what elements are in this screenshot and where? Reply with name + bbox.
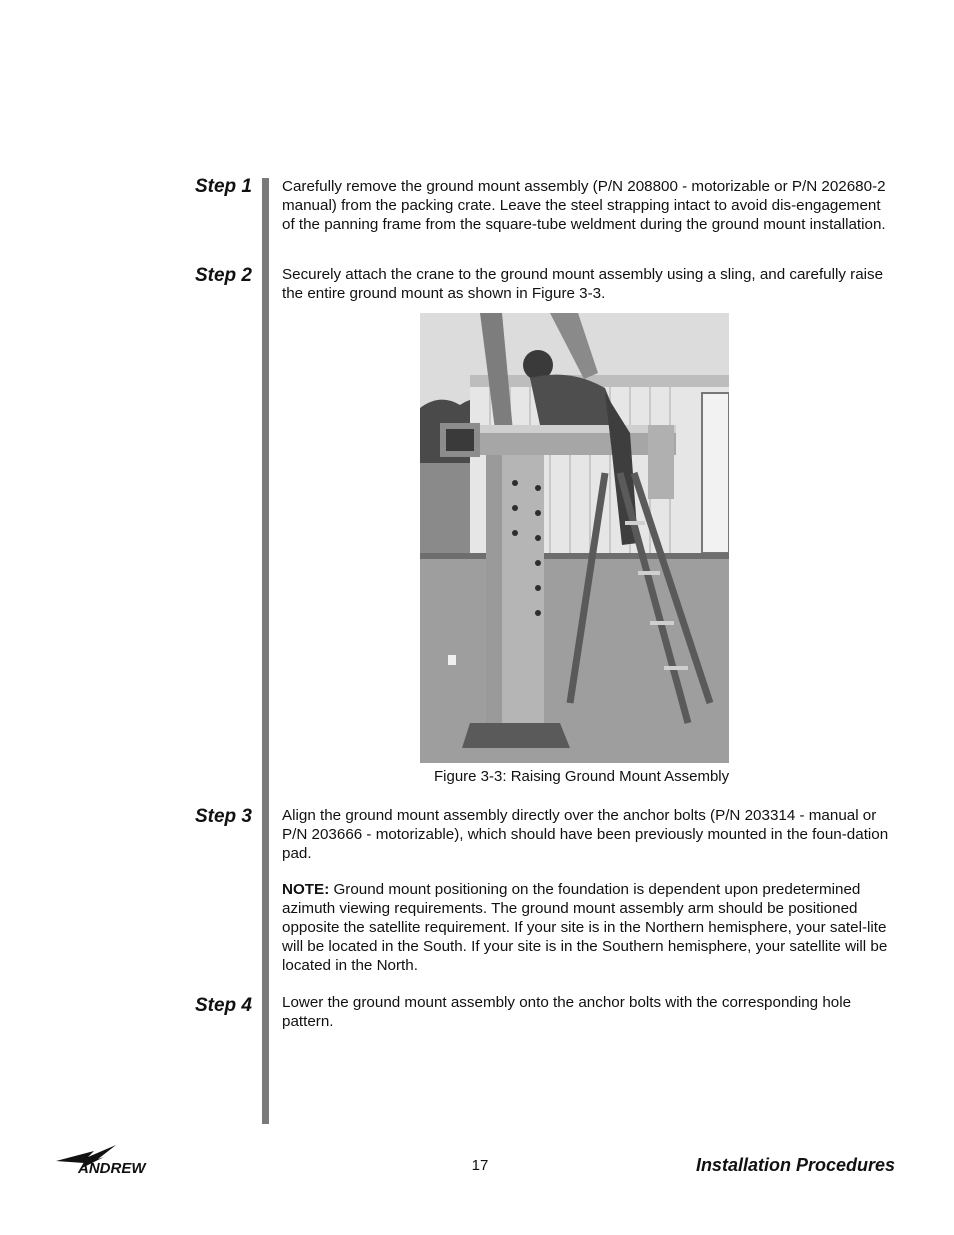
page-number: 17	[471, 1157, 489, 1174]
figure-3-3-photo	[420, 313, 729, 763]
step-4-label: Step 4	[194, 995, 252, 1016]
figure-caption: Figure 3-3: Raising Ground Mount Assembly	[434, 768, 730, 785]
andrew-logo	[54, 1143, 174, 1177]
note-text: Ground mount positioning on the foundation is dependent upon predetermined azimuth viewing requirements. The ground mount assembly arm should be positioned opposite the satellite requirement. If your site is in the Northern hemisphere, your satel-lite will be located in the South. If your site is in the Southern hemisphere, your satellite will be located in the North.	[282, 881, 888, 974]
step-2-label: Step 2	[194, 265, 252, 286]
andrew-logo-wordmark: ANDREW	[78, 1160, 146, 1177]
margin-rule	[262, 178, 269, 1124]
step-4-text: Lower the ground mount assembly onto the anchor bolts with the corresponding hole pattern.	[282, 994, 852, 1030]
step-1-text: Carefully remove the ground mount assembly (P/N 208800 - motorizable or P/N 202680-2 manual) from the packing crate. Leave the steel strapping intact to avoid dis-engagement of the panning frame from the square-tube weldment during the ground mount installation.	[282, 178, 886, 233]
step-2-text: Securely attach the crane to the ground mount assembly using a sling, and carefully raise the entire ground mount as shown in Figure 3-3.	[282, 266, 884, 302]
step-1-label: Step 1	[194, 176, 252, 197]
note-label: NOTE:	[282, 881, 330, 898]
step-3-note	[282, 880, 892, 975]
step-3-text: Align the ground mount assembly directly over the anchor bolts (P/N 203314 - manual or P/N 203666 - motorizable), which should have been previously mounted in the foun-dation pad.	[282, 807, 889, 862]
section-title: Installation Procedures	[695, 1155, 895, 1175]
step-3-label: Step 3	[194, 806, 252, 827]
